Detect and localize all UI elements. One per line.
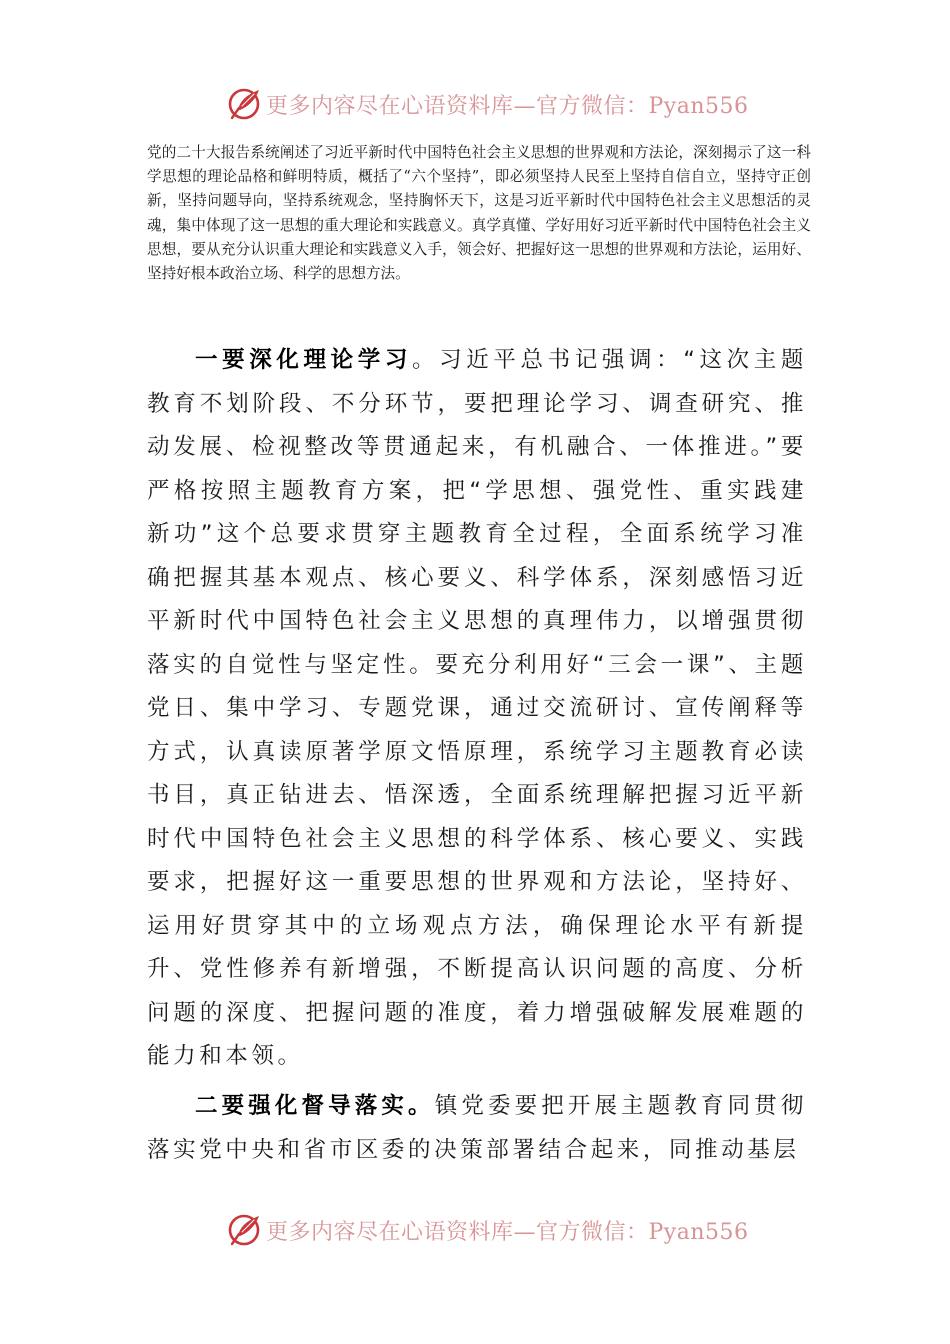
- section-2-text: 镇党委要把开展主题教育同贯彻落实党中央和省市区委的决策部署结合起来，同推动基层: [147, 1093, 807, 1163]
- footer-banner: [226, 1210, 749, 1250]
- header-banner: [226, 84, 749, 124]
- section-2-heading: 二要强化督导落实。: [195, 1093, 435, 1119]
- footer-banner-text: 更多内容尽在心语资料库—官方微信：Pyan556: [266, 1219, 749, 1245]
- section-1-paragraph: [147, 339, 807, 1079]
- quill-logo-icon: [226, 86, 262, 122]
- quill-logo-icon: [226, 1212, 262, 1248]
- section-1-heading: 一要深化理论学习: [195, 347, 412, 373]
- header-banner-text: 更多内容尽在心语资料库—官方微信：Pyan556: [266, 93, 749, 119]
- section-1-text: 。习近平总书记强调：“这次主题教育不划阶段、不分环节，要把理论学习、调查研究、推动发展、检视整改等贯通起来，有机融合、一体推进。”要严格按照主题教育方案，把“学思想、强党性、重实践建新功”这个总要求贯穿主题教育全过程，全面系统学习准确把握其基本观点、核心要义、科学体系，深刻感悟习近平新时代中国特色社会主义思想的真理伟力，以增强贯彻落实的自觉性与坚定性。要充分利用好“三会一课”、主题党日、集中学习、专题党课，通过交流研讨、宣传阐释等方式，认真读原著学原文悟原理，系统学习主题教育必读书目，真正钻进去、悟深透，全面系统理解把握习近平新时代中国特色社会主义思想的科学体系、核心要义、实践要求，把握好这一重要思想的世界观和方法论，坚持好、运用好贯穿其中的立场观点方法，确保理论水平有新提升、党性修养有新增强，不断提高认识问题的高度、分析问题的深度、把握问题的准度，着力增强破解发展难题的能力和本领。: [147, 347, 807, 1069]
- section-2-paragraph: [147, 1085, 807, 1172]
- intro-paragraph: 党的二十大报告系统阐述了习近平新时代中国特色社会主义思想的世界观和方法论，深刻揭示了这一科学思想的理论品格和鲜明特质，概括了“六个坚持”，即必须坚持人民至上坚持自信自立，坚持守正创新，坚持问题导向，坚持系统观念，坚持胸怀天下，这是习近平新时代中国特色社会主义思想活的灵魂，集中体现了这一思想的重大理论和实践意义。真学真懂、学好用好习近平新时代中国特色社会主义思想，要从充分认识重大理论和实践意义入手，领会好、把握好这一思想的世界观和方法论，运用好、坚持好根本政治立场、科学的思想方法。: [147, 144, 811, 283]
